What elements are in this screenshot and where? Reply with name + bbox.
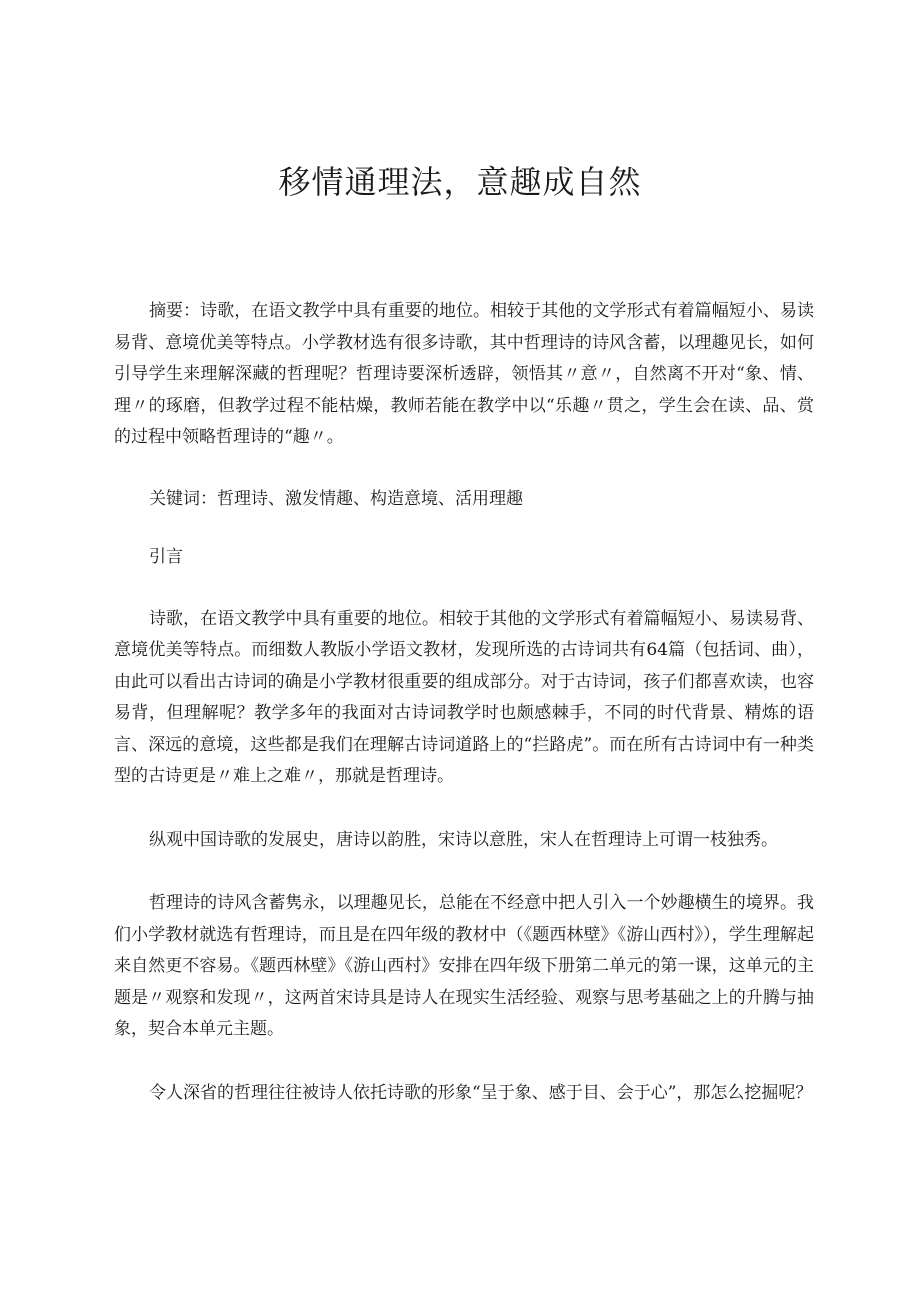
intro-heading: 引言 [149, 547, 183, 567]
document-title: 移情通理法，意趣成自然 [278, 163, 642, 201]
abstract-paragraph: 摘要：诗歌，在语文教学中具有重要的地位。相较于其他的文学形式有着篇幅短小、易读易背、意境优美等特点。小学教材选有很多诗歌，其中哲理诗的诗风含蓄，以理趣见长，如何引导学生来理解深藏的哲理呢？哲理诗要深析透辟，领悟其〃意〃，自然离不开对“象、情、理〃的琢磨，但教学过程不能枯燥，教师若能在教学中以“乐趣〃贯之，学生会在读、品、赏的过程中领略哲理诗的“趣〃。 [114, 301, 814, 447]
body-paragraph-4: 令人深省的哲理往往被诗人依托诗歌的形象“呈于象、感于目、会于心”，那怎么挖掘呢？ [149, 1082, 813, 1103]
document-body [114, 296, 814, 1109]
body-paragraph-2: 纵观中国诗歌的发展史，唐诗以韵胜，宋诗以意胜，宋人在哲理诗上可谓一枝独秀。 [149, 829, 778, 850]
keywords-line: 关键词：哲理诗、激发情趣、构造意境、活用理趣 [149, 488, 523, 509]
body-paragraph-3: 哲理诗的诗风含蓄隽永，以理趣见长，总能在不经意中把人引入一个妙趣横生的境界。我们小学教材就选有哲理诗，而且是在四年级的教材中（《题西林壁》《游山西村》），学生理解起来自然更不容易。《题西林壁》《游山西村》安排在四年级下册第二单元的第一课，这单元的主题是〃观察和发现〃，这两首宋诗具是诗人在现实生活经验、观察与思考基础之上的升腾与抽象，契合本单元主题。 [114, 893, 814, 1039]
body-paragraph-1: 诗歌，在语文教学中具有重要的地位。相较于其他的文学形式有着篇幅短小、易读易背、意境优美等特点。而细数人教版小学语文教材，发现所选的古诗词共有64篇（包括词、曲），由此可以看出古诗词的确是小学教材很重要的组成部分。对于古诗词，孩子们都喜欢读，也容易背，但理解呢？教学多年的我面对古诗词教学时也颇感棘手，不同的时代背景、精炼的语言、深远的意境，这些都是我们在理解古诗词道路上的“拦路虎”。而在所有古诗词中有一种类型的古诗更是〃难上之难〃，那就是哲理诗。 [114, 608, 814, 786]
